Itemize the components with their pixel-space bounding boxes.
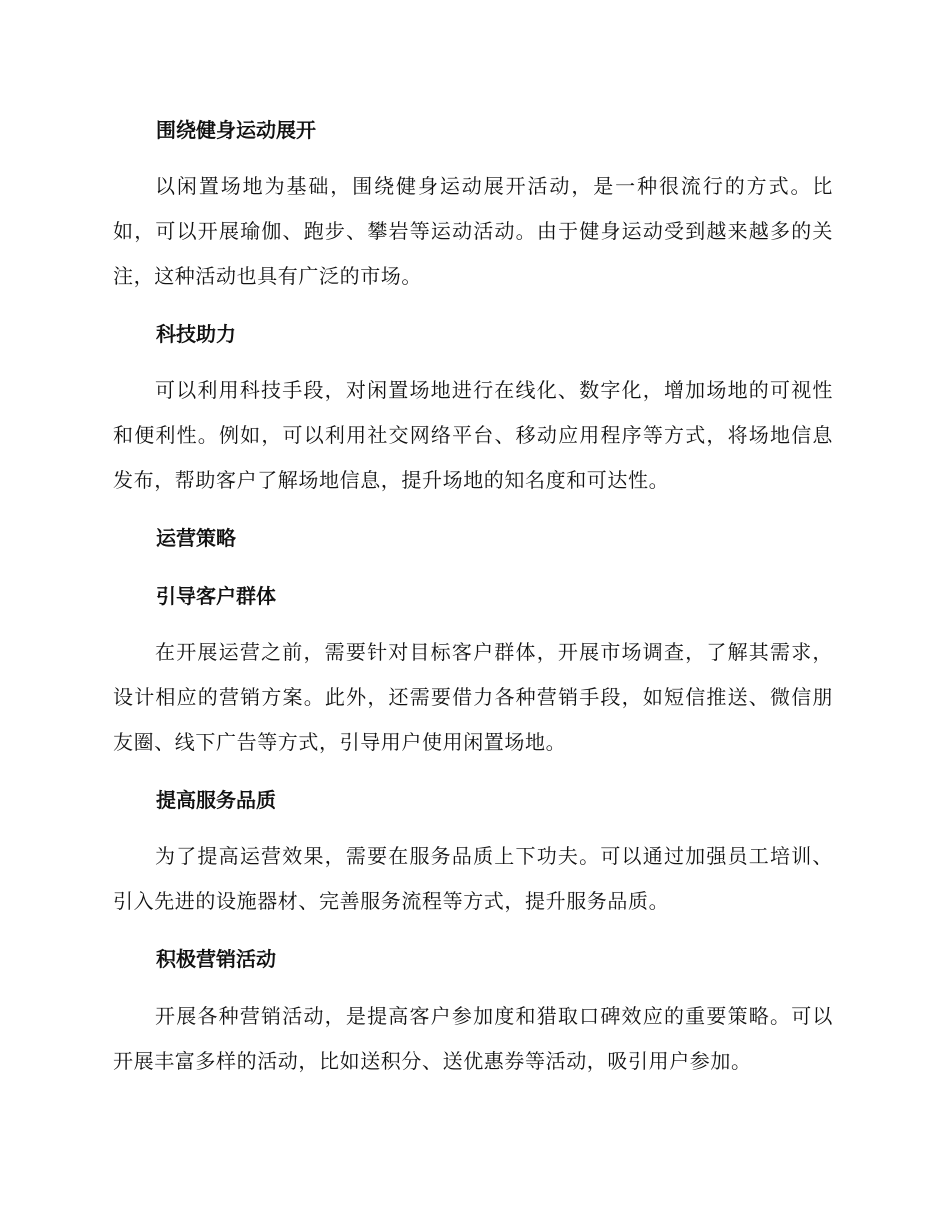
section-heading-guide-customers: 引导客户群体 <box>156 584 276 608</box>
section-paragraph-guide-customers: 在开展运营之前，需要针对目标客户群体，开展市场调查，了解其需求，设计相应的营销方案。此外，还需要借力各种营销手段，如短信推送、微信朋友圈、线下广告等方式，引导用户使用闲置场地。 <box>113 640 833 754</box>
section-paragraph-service-quality: 为了提高运营效果，需要在服务品质上下功夫。可以通过加强员工培训、引入先进的设施器材、完善服务流程等方式，提升服务品质。 <box>113 844 833 913</box>
section-heading-technology: 科技助力 <box>156 322 236 346</box>
section-paragraph-technology: 可以利用科技手段，对闲置场地进行在线化、数字化，增加场地的可视性和便利性。例如，可以利用社交网络平台、移动应用程序等方式，将场地信息发布，帮助客户了解场地信息，提升场地的知名度和可达性。 <box>113 378 833 492</box>
section-paragraph-marketing: 开展各种营销活动，是提高客户参加度和猎取口碑效应的重要策略。可以开展丰富多样的活动，比如送积分、送优惠券等活动，吸引用户参加。 <box>113 1004 833 1073</box>
section-heading-operations: 运营策略 <box>156 526 236 550</box>
section-heading-marketing: 积极营销活动 <box>156 947 276 971</box>
section-heading-fitness: 围绕健身运动展开 <box>156 118 316 142</box>
section-paragraph-fitness: 以闲置场地为基础，围绕健身运动展开活动，是一种很流行的方式。比如，可以开展瑜伽、跑步、攀岩等运动活动。由于健身运动受到越来越多的关注，这种活动也具有广泛的市场。 <box>113 174 833 288</box>
section-heading-service-quality: 提高服务品质 <box>156 788 276 812</box>
